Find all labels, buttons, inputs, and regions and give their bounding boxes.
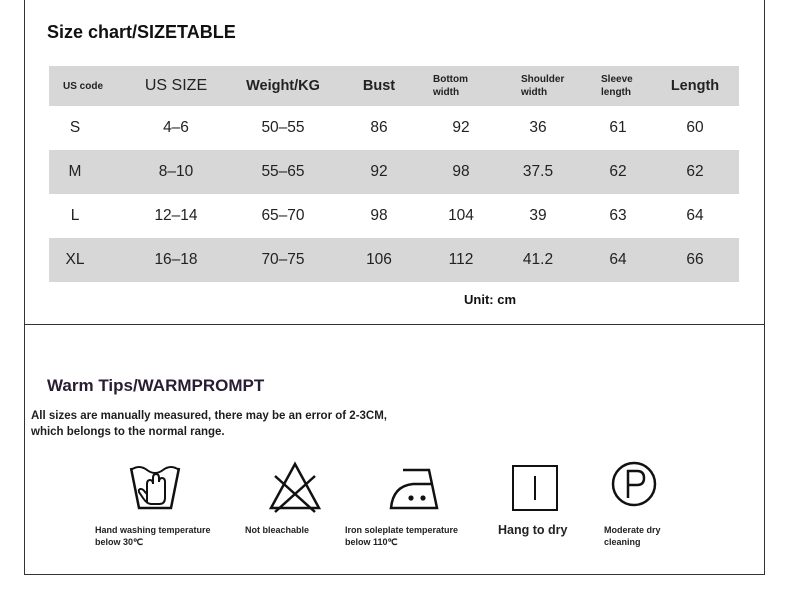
cell-us-size: 12–14 [154,207,198,224]
cell-bottom-width: 92 [452,119,470,136]
cell-us-size: 4–6 [163,119,189,136]
size-chart-title: Size chart/SIZETABLE [47,22,236,42]
unit-label: Unit: cm [464,292,516,307]
tips-title: Warm Tips/WARMPROMPT [47,376,265,395]
cell-sleeve-length: 63 [609,207,627,224]
header-bust: Bust [362,78,396,94]
cell-shoulder-width: 41.2 [522,251,554,268]
care-label [604,524,661,548]
cell-weight: 65–70 [261,207,305,224]
care-label-line2: below 30℃ [95,537,144,547]
no-bleach-icon [265,458,325,518]
cell-code: M [68,163,82,180]
cell-bust: 106 [366,251,392,268]
size-table [49,66,739,282]
iron-icon [385,458,445,518]
header-bottom-width: Bottom width [433,74,468,98]
care-label-line1: Iron soleplate temperature [345,525,459,535]
cell-weight: 70–75 [261,251,305,268]
cell-shoulder-width: 36 [529,119,547,136]
care-label [95,524,211,548]
care-label [498,524,567,536]
table-row [49,238,739,282]
cell-weight: 50–55 [261,119,305,136]
cell-us-size: 16–18 [154,251,198,268]
cell-bottom-width: 112 [448,251,474,268]
care-label-line1: Not bleachable [245,525,310,535]
cell-us-size: 8–10 [158,163,194,180]
header-length: Length [670,78,720,94]
cell-length: 62 [686,163,704,180]
care-label-line1: Hang to dry [498,523,568,537]
tips-text [31,408,387,440]
table-row [49,150,739,194]
header-shoulder-width: Shoulder width [521,74,565,98]
cell-shoulder-width: 37.5 [522,163,554,180]
cell-weight: 55–65 [261,163,305,180]
cell-bottom-width: 104 [448,207,474,224]
care-label [245,524,309,536]
header-us-code: US code [63,80,104,92]
table-header-row [49,66,739,106]
table-row [49,194,739,238]
cell-length: 60 [686,119,704,136]
cell-sleeve-length: 62 [609,163,627,180]
header-sleeve-length: Sleeve length [601,74,633,98]
cell-bust: 86 [370,119,388,136]
cell-code: XL [65,251,85,268]
cell-bottom-width: 98 [452,163,470,180]
header-us-size: US SIZE [144,77,208,94]
cell-sleeve-length: 64 [609,251,627,268]
tips-line-2: which belongs to the normal range. [31,426,225,438]
care-label-line1: Moderate dry [604,525,661,535]
dry-clean-p-icon [608,458,668,518]
hang-dry-icon [508,458,568,518]
header-weight: Weight/KG [246,78,320,94]
cell-code: L [70,207,80,224]
cell-shoulder-width: 39 [529,207,547,224]
cell-code: S [69,119,81,136]
cell-length: 64 [686,207,704,224]
cell-sleeve-length: 61 [609,119,627,136]
tips-line-1: All sizes are manually measured, there may be an error of 2-3CM, [31,410,388,422]
cell-bust: 98 [370,207,388,224]
cell-bust: 92 [370,163,388,180]
hand-wash-icon [125,458,185,518]
cell-length: 66 [686,251,704,268]
care-label-line1: Hand washing temperature [95,525,211,535]
table-row [49,106,739,150]
care-label-line2: below 110℃ [345,537,398,547]
care-label [345,524,458,548]
care-label-line2: cleaning [604,537,641,547]
